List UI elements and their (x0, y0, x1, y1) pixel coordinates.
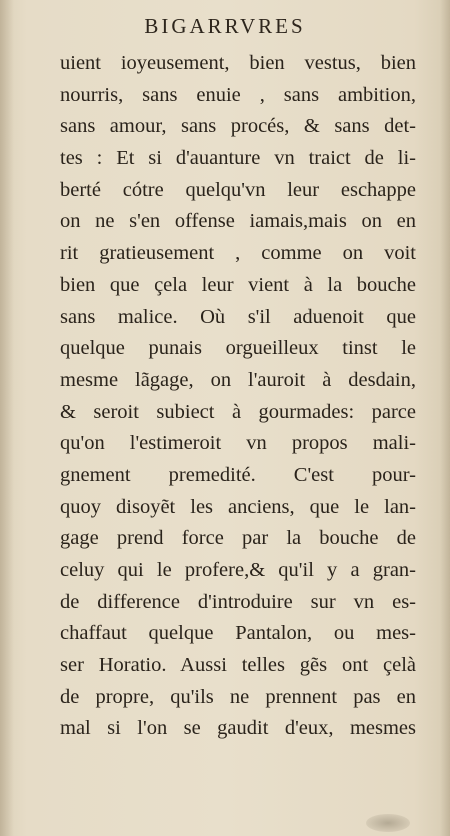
text-line: bien que çela leur vient à la bouche (60, 273, 416, 296)
text-line: de difference d'introduire sur vn es- (60, 590, 416, 613)
text-line: rit gratieusement , comme on voit (60, 242, 416, 265)
text-line: gnement premedité. C'est pour- (60, 463, 416, 486)
text-line: de propre, qu'ils ne prennent pas en (60, 685, 416, 708)
text-line: uient ioyeusement, bien vestus, bien (60, 52, 416, 74)
page-stain (366, 814, 410, 832)
running-head: BIGARRVRES (144, 14, 306, 38)
text-body (60, 48, 416, 745)
text-line: nourris, sans enuie , sans ambition, (60, 83, 416, 106)
text-line: sans malice. Où s'il aduenoit que (60, 305, 416, 328)
text-line: quoy disoyẽt les anciens, que le lan- (60, 495, 416, 518)
text-line: celuy qui le profere,& qu'il y a gran- (60, 559, 416, 581)
text-line: & seroit subiect à gourmades: parce (60, 400, 416, 423)
text-line: gage prend force par la bouche de (60, 527, 416, 550)
text-line: berté cótre quelqu'vn leur eschappe (60, 178, 416, 201)
text-line: chaffaut quelque Pantalon, ou mes- (60, 622, 416, 645)
text-line: sans amour, sans procés, & sans det- (60, 115, 416, 138)
text-line: qu'on l'estimeroit vn propos mali- (60, 432, 416, 455)
text-line: mal si l'on se gaudit d'eux, mesmes (60, 717, 416, 740)
text-line: tes : Et si d'auanture vn traict de li- (60, 147, 416, 170)
text-line: quelque punais orgueilleux tinst le (60, 337, 416, 360)
text-line: mesme lãgage, on l'auroit à desdain, (60, 368, 416, 391)
text-line: ser Horatio. Aussi telles gẽs ont çelà (60, 654, 416, 677)
text-line: on ne s'en offense iamais,mais on en (60, 210, 416, 233)
